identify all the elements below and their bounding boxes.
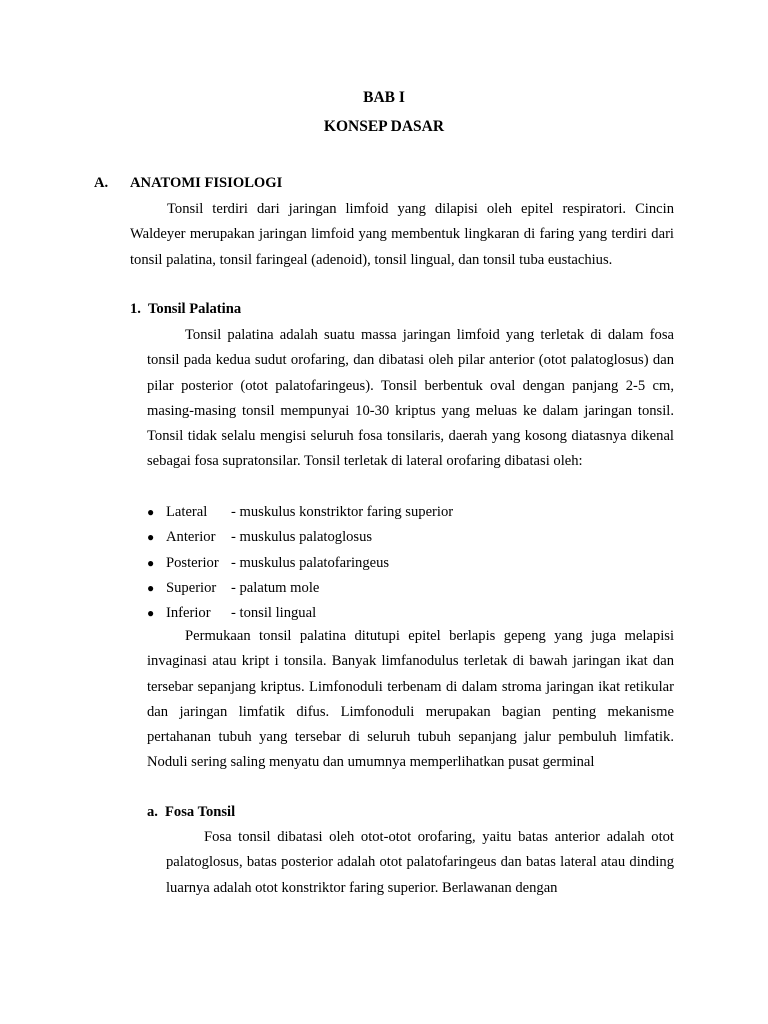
list-item-text: - tonsil lingual — [231, 605, 317, 622]
tonsil-palatina-paragraph: Tonsil palatina adalah suatu massa jaringan limfoid yang terletak di dalam fosa tonsil pada kedua sudut orofaring, dan dibatasi oleh pilar anterior (otot palatoglosus) dan pilar posterior (otot palatofaringeus). Tonsil berbentuk oval dengan panjang 2-5 cm, masing-masing tonsil mempunyai 10-30 kriptus yang meluas ke dalam jaringan tonsil. Tonsil tidak selalu mengisi seluruh fosa tonsilaris, daerah yang kosong diatasnya dikenal sebagai fosa supratonsilar. Tonsil terletak di lateral orofaring dibatasi oleh: — [147, 327, 674, 470]
bullet-icon: ● — [147, 580, 155, 595]
list-item — [147, 576, 453, 601]
bullet-icon: ● — [147, 606, 155, 621]
list-item-text: - muskulus palatoglosus — [231, 529, 373, 546]
list-item-label: Superior — [166, 579, 217, 596]
subsection-number: 1. — [130, 301, 141, 317]
fosa-tonsil-paragraph: Fosa tonsil dibatasi oleh otot-otot orofaring, yaitu batas anterior adalah otot palatoglosus, batas posterior adalah otot palatofaringeus dan batas lateral atau dinding luarnya adalah otot konstriktor faring superior. Berlawanan dengan — [166, 829, 674, 896]
list-item-text: - muskulus konstriktor faring superior — [231, 504, 454, 520]
list-item-label: Inferior — [166, 605, 211, 622]
bullet-icon: ● — [147, 530, 155, 545]
chapter-number: BAB I — [363, 89, 405, 106]
subsection-number: a. — [147, 804, 158, 820]
bullet-icon: ● — [147, 555, 155, 570]
list-item — [147, 525, 453, 550]
list-item-label: Anterior — [166, 529, 216, 546]
list-item — [147, 551, 453, 576]
epithelium-paragraph: Permukaan tonsil palatina ditutupi epitel berlapis gepeng yang juga melapisi invaginasi atau kript i tonsila. Banyak limfanodulus terletak di bawah jaringan ikat dan tersebar sepanjang kriptus. Limfonoduli terbenam di dalam stroma jaringan ikat retikular dan jaringan limfatik difus. Limfonoduli merupakan bagian penting mekanisme pertahanan tubuh yang tersebar di seluruh tubuh sepanjang jalur pembuluh limfatik. Noduli sering saling menyatu dan umumnya memperlihatkan pusat germinal — [147, 628, 674, 771]
subsection-title: Tonsil Palatina — [148, 301, 242, 317]
list-item — [147, 500, 453, 525]
list-item-label: Posterior — [166, 554, 219, 571]
subsection-title: Fosa Tonsil — [165, 804, 236, 820]
list-item — [147, 601, 453, 626]
section-title: ANATOMI FISIOLOGI — [130, 175, 283, 191]
intro-paragraph: Tonsil terdiri dari jaringan limfoid yang dilapisi oleh epitel respiratori. Cincin Waldeyer merupakan jaringan limfoid yang membentuk lingkaran di faring yang terdiri dari tonsil palatina, tonsil faringeal (adenoid), tonsil lingual, dan tonsil tuba eustachius. — [130, 201, 674, 268]
subsection-heading-fosa-tonsil — [147, 804, 235, 821]
boundary-list — [147, 500, 453, 626]
list-item-text: - palatum mole — [231, 579, 320, 596]
list-item-text: - muskulus palatofaringeus — [231, 554, 390, 571]
bullet-icon: ● — [147, 505, 155, 519]
subsection-heading-tonsil-palatina — [130, 301, 241, 318]
section-letter: A. — [94, 175, 109, 191]
chapter-title: KONSEP DASAR — [323, 118, 445, 135]
list-item-label: Lateral — [166, 504, 208, 520]
